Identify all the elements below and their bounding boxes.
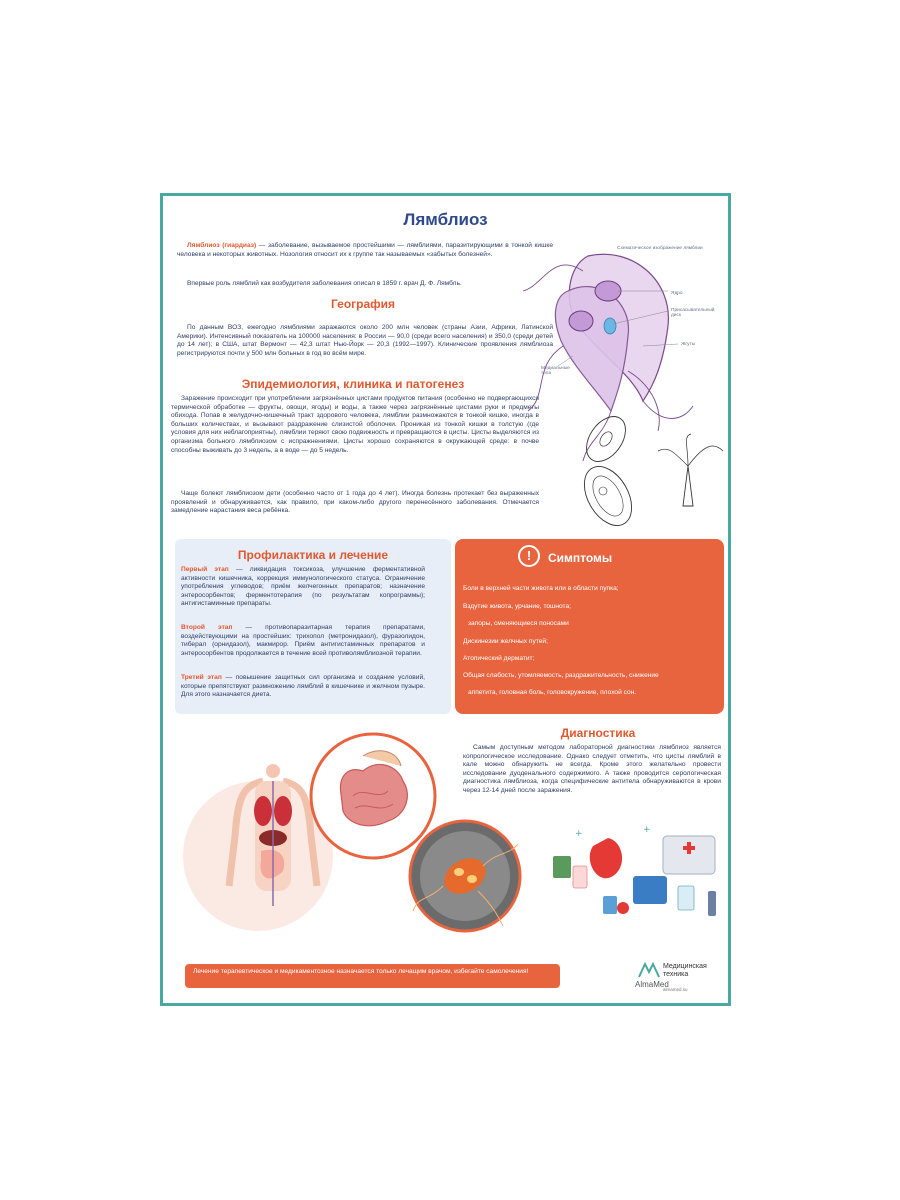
prevention-heading: Профилактика и лечение xyxy=(237,548,389,562)
stage-2-text: — противопаразитарная терапия препаратами, воздействующими на простейших: трихопол (метронидазол), фуразолидон, тиберал (орнидазол), макмирор. Приём антигистаминных препаратов и энтеросорбентов продолжается в течение всей противолямблиозной терапии. xyxy=(181,624,425,657)
stage-1-text: — ликвидация токсикоза, улучшение ферментативной активности кишечника, коррекция иммунологического статуса. Ограничение употребления углеводов; приём желчегонных препаратов; назначение энтеросорбентов; ферментотерапия (по результатам копрограммы); антигистаминные препараты. xyxy=(181,566,425,608)
poster xyxy=(160,193,731,1006)
geography-text: По данным ВОЗ, ежегодно лямблиями заражаются около 200 млн человек (страны Азии, Африки, Латинской Америки). Интенсивный показатель на 100000 населения: в России — 90,0 (среди всего населения) и 350,0 (среди детей до 14 лет); в США, штат Вермонт — 42,3 штат Нью-Йорк — 20,3 (1992—1997). Клинические проявления лямблиоза регистрируются почти у 500 млн больных в год во всём мире. xyxy=(177,324,553,357)
logo-line-1: Медицинская xyxy=(663,963,707,970)
almamed-logo xyxy=(635,962,725,994)
svg-text:+: + xyxy=(575,829,583,839)
stage-2-label: Второй этап xyxy=(181,624,233,631)
symptom-item: запоры, сменяющиеся поносами xyxy=(468,620,569,627)
microscope-parasite-icon xyxy=(410,821,520,931)
label-median-bodies: Медиальные тела xyxy=(541,366,570,376)
symptom-item: Вздутие живота, урчание, тошнота; xyxy=(463,603,571,610)
geography-heading: География xyxy=(330,297,396,311)
label-nucleus: Ядро xyxy=(671,291,683,296)
label-disc: Присасывательный диск xyxy=(671,308,715,318)
logo-brand: AlmaMed xyxy=(635,980,669,989)
intestines-icon xyxy=(311,734,435,858)
diagnostics-text: Самым доступным методом лабораторной диагностики лямблиоз является копрологическое исследование. Однако следует отметить, что цисты лямблий в кале можно обнаружить не всегда. Кроме этого желательно провести исследование дуоденального содержимого. А также проводится серологическая диагностика лямблиоза, когда специфические антитела обнаруживаются в крови через 12-14 дней после заражения. xyxy=(463,744,721,794)
epidemiology-heading: Эпидемиология, клиника и патогенез xyxy=(241,377,465,391)
page-title: Лямблиоз xyxy=(403,210,488,229)
self-treatment-warning: Лечение терапевтическое и медикаментозное назначается только лечащим врачом, избегайте самолечения! xyxy=(185,964,560,988)
stage-3-label: Третий этап xyxy=(181,674,222,681)
symptoms-heading: Симптомы xyxy=(548,551,613,565)
symptom-item: Атопический дерматит; xyxy=(463,655,535,662)
stage-1-label: Первый этап xyxy=(181,566,229,573)
symptom-item: Общая слабость, утомляемость, раздражительность, снижение xyxy=(463,672,659,679)
medical-equipment-icon xyxy=(553,825,716,916)
logo-url: almamed.su xyxy=(663,987,688,992)
anatomy-illustrations xyxy=(163,196,731,1006)
illustration-caption: Схематическое изображение лямблии xyxy=(617,246,703,251)
symptom-item: аппетита, головная боль, головокружение, плохой сон. xyxy=(468,689,637,696)
logo-line-2: техника xyxy=(663,971,689,978)
intro-term: Лямблиоз (гиардиаз) xyxy=(187,242,257,249)
diagnostics-heading: Диагностика xyxy=(560,726,636,740)
label-flagella: Жгуты xyxy=(681,342,696,347)
intro-text: — заболевание, вызываемое простейшими — лямблиями, паразитирующими в тонкой кишке человека и некоторых животных. Нозология относит их к группе так называемых «забытых болезней». xyxy=(177,242,553,258)
epidemiology-children: Чаще болеют лямблиозом дети (особенно часто от 1 года до 4 лет). Иногда болезнь протекает без выраженных проявлений и обнаруживается, как правило, при каком-либо другого перенесённого заболевания. Отмечается замедление нарастания веса ребёнка. xyxy=(171,490,539,515)
exclamation-icon: ! xyxy=(518,545,540,567)
epidemiology-text: Заражение происходит при употреблении загрязнённых цистами продуктов питания (особенно не подвергающихся термической обработке — фрукты, овощи, ягоды) и воды, а также через загрязнённые цистами руки и предметы обихода. Попав в желудочно-кишечный тракт здорового человека, лямблии размножаются в тонкой кишке, иногда в больших количествах, и вызывают раздражение слизистой оболочки. Проникая из тонкой кишки в толстую (где условия для них неблагоприятны), лямблии теряют свою подвижность и превращаются в цисты. Цисты выделяются из организма больного лямблиозом с испражнениями. Цисты хорошо сохраняются в окружающей среде: в почве способны выживать до 3 недель, а в воде — до 5 недель. xyxy=(171,395,539,454)
intro-history: Впервые роль лямблий как возбудителя заболевания описал в 1859 г. врач Д. Ф. Лямбль. xyxy=(187,280,462,287)
almamed-logo-icon xyxy=(637,962,661,978)
symptom-item: Боли в верхней части живота или в области пупка; xyxy=(463,585,619,592)
svg-text:+: + xyxy=(643,825,651,835)
symptom-item: Дискинезии желчных путей; xyxy=(463,638,548,645)
stage-3-text: — повышение защитных сил организма и создание условий, которые препятствуют размножению лямблий в кишечнике и желчном пузыре. Для этого назначается диета. xyxy=(181,674,425,699)
